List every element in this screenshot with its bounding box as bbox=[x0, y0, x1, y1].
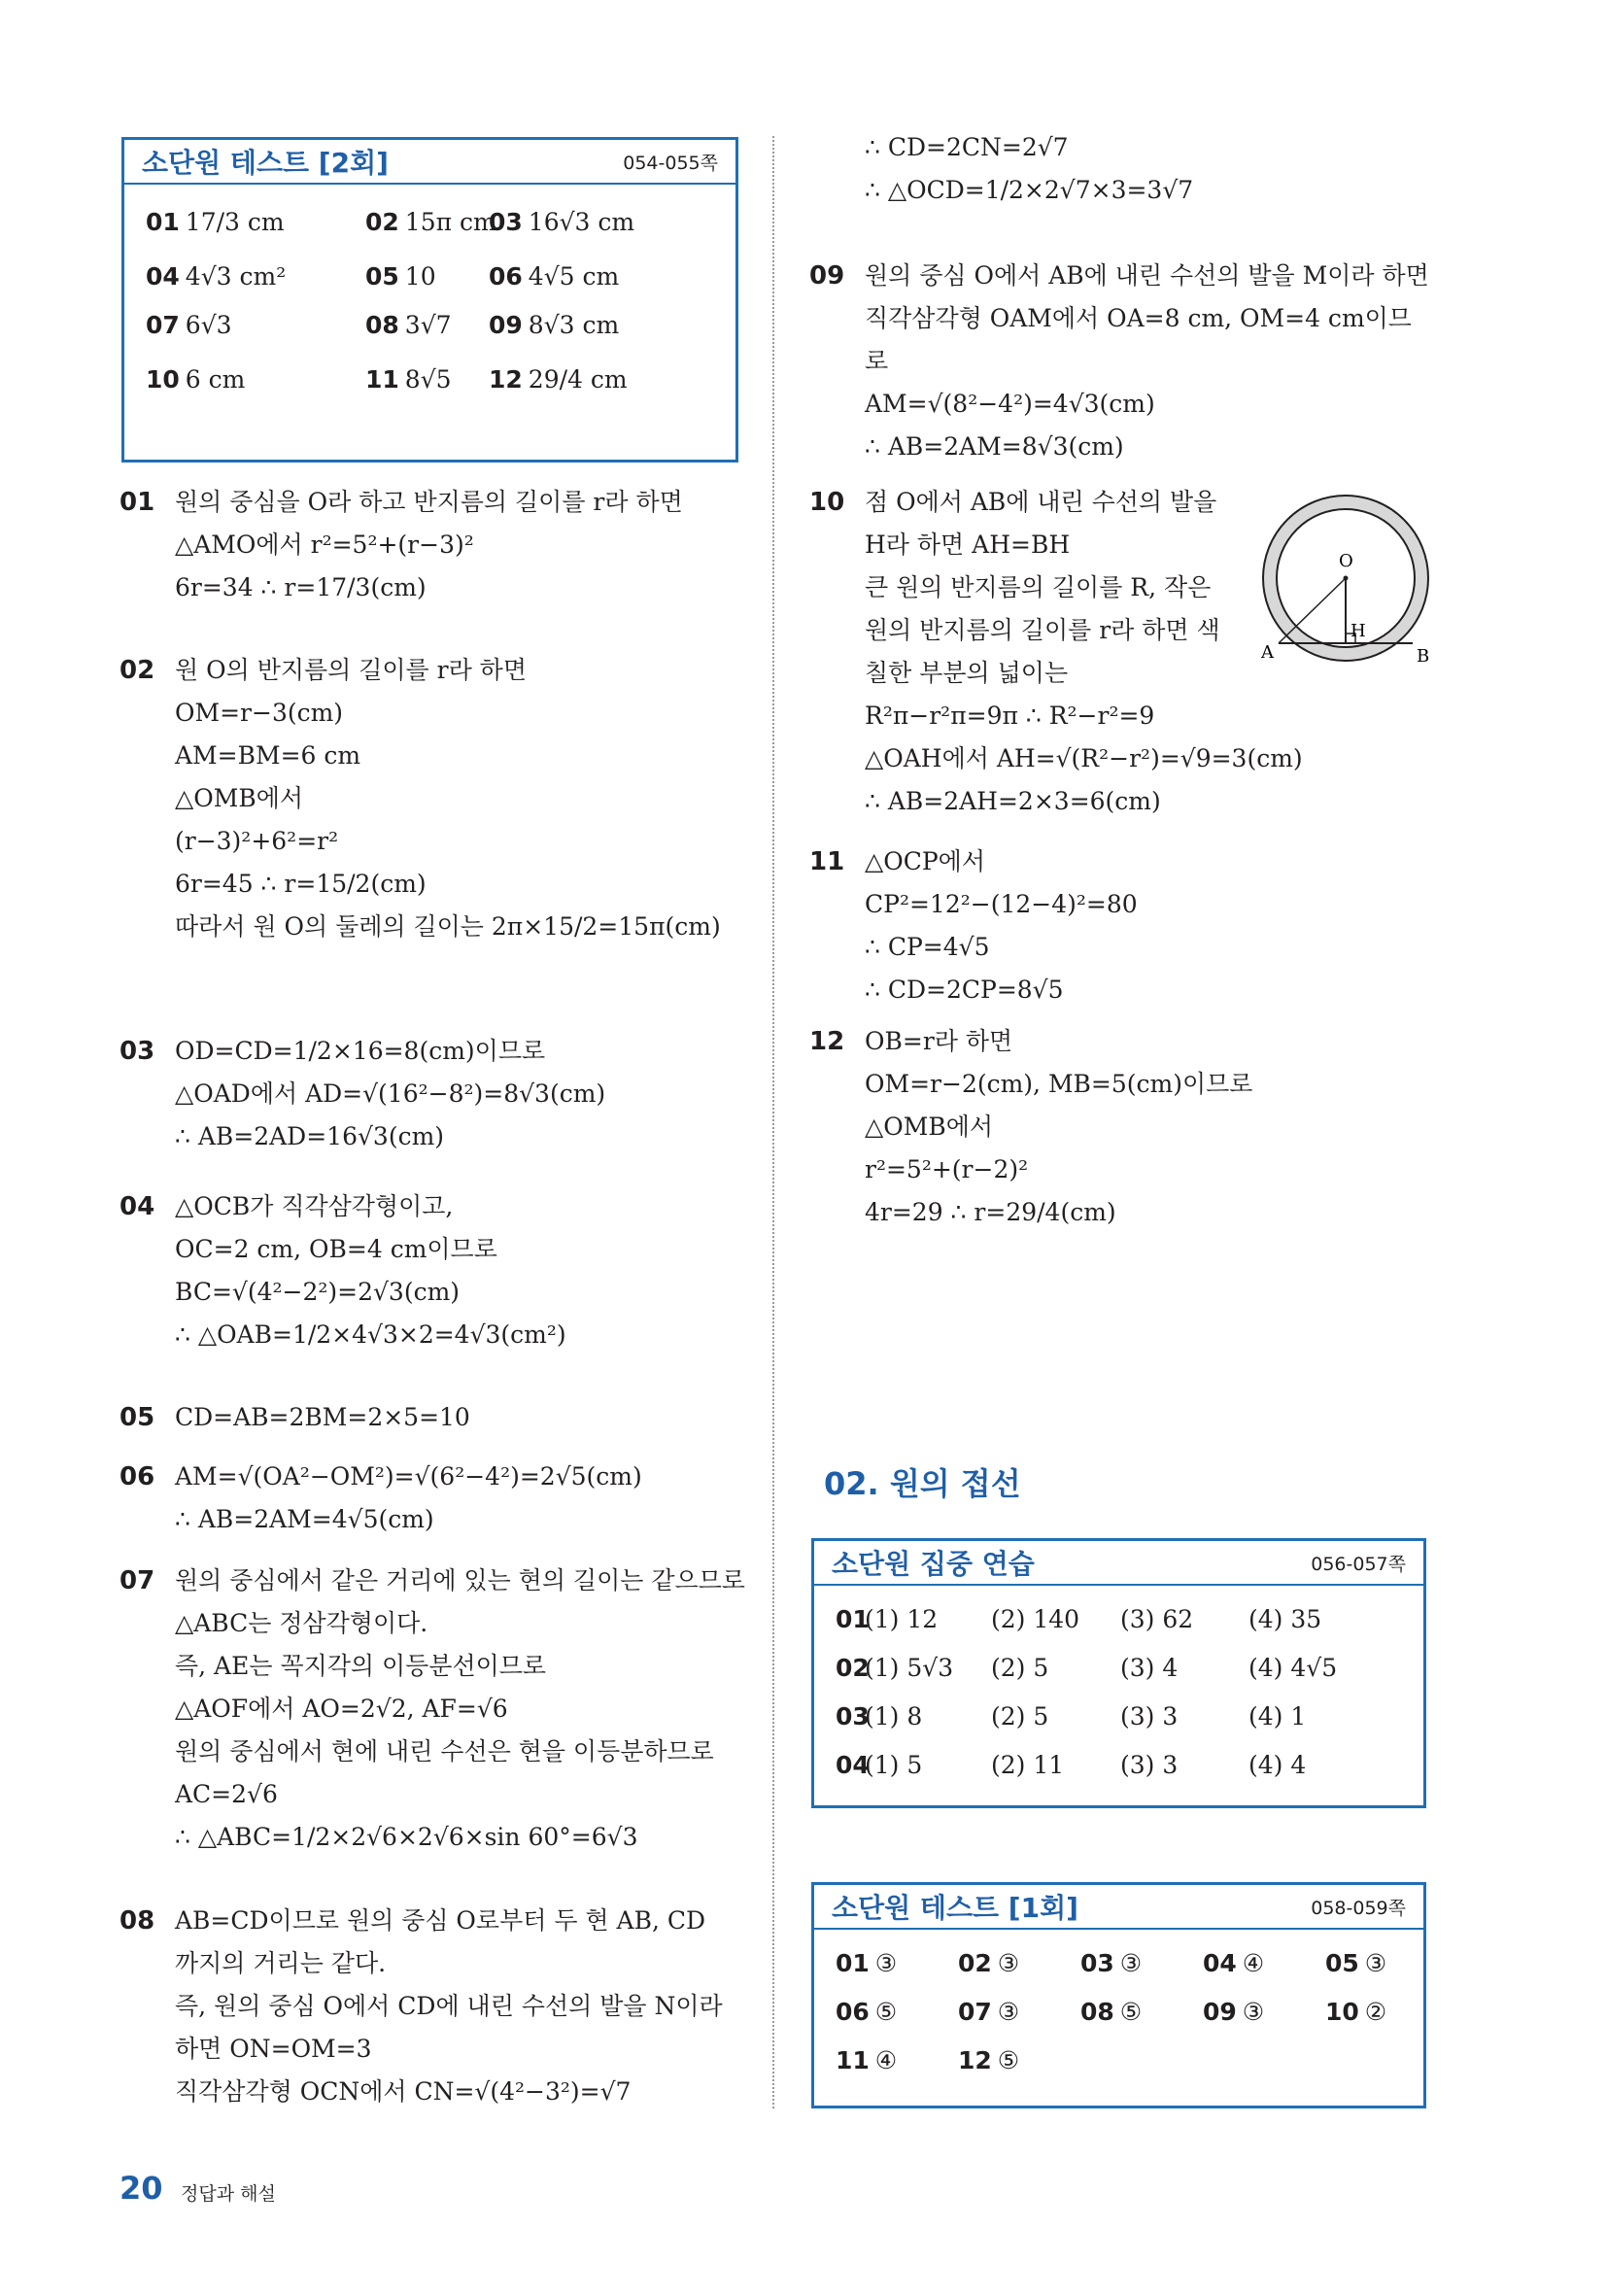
answer-value: 6 cm bbox=[185, 365, 246, 394]
solution-line: ∴ CD=2CN=2√7 bbox=[865, 133, 1069, 161]
answer-value: 8√5 bbox=[404, 365, 452, 394]
solution-line: △AMO에서 r²=5²+(r−3)² bbox=[175, 531, 474, 559]
answer-number: 08 bbox=[1080, 1998, 1114, 2026]
answer-number: 10 bbox=[146, 365, 180, 394]
answer-number: 03 bbox=[489, 208, 523, 236]
solution-line: 까지의 거리는 같다. bbox=[175, 1949, 387, 1977]
answer-item bbox=[489, 208, 634, 236]
solution-line: CD=AB=2BM=2×5=10 bbox=[175, 1403, 470, 1431]
answer-box-practice bbox=[811, 1538, 1426, 1808]
solution-line: △OCB가 직각삼각형이고, bbox=[175, 1192, 454, 1220]
solution-line: 점 O에서 AB에 내린 수선의 발을 bbox=[865, 488, 1217, 516]
answer-number: 05 bbox=[365, 262, 399, 291]
answer-item bbox=[1080, 1998, 1142, 2026]
answer-number: 05 bbox=[1325, 1949, 1359, 1977]
solution-number: 09 bbox=[809, 261, 845, 291]
solution-body bbox=[865, 481, 1303, 823]
answer-number: 11 bbox=[836, 2046, 870, 2074]
answer-number: 03 bbox=[1080, 1949, 1114, 1977]
solution-line: ∴ CP=4√5 bbox=[865, 933, 990, 961]
solution-line: BC=√(4²−2²)=2√3(cm) bbox=[175, 1278, 461, 1306]
answer-number: 10 bbox=[1325, 1998, 1359, 2026]
page-number: 20 bbox=[120, 2170, 163, 2207]
answer-number: 07 bbox=[146, 311, 180, 339]
solution-line: 4r=29 ∴ r=29/4(cm) bbox=[865, 1198, 1116, 1226]
solution-line: △OMB에서 bbox=[865, 1113, 993, 1141]
solution-line: AM=BM=6 cm bbox=[175, 741, 361, 770]
solution-line: ∴ △OCD=1/2×2√7×3=3√7 bbox=[865, 176, 1194, 204]
answer-item bbox=[958, 2046, 1019, 2074]
answer-value: 29/4 cm bbox=[528, 365, 628, 394]
solution-number: 07 bbox=[120, 1566, 155, 1595]
solution-body bbox=[175, 1030, 605, 1158]
answer-number: 01 bbox=[836, 1949, 870, 1977]
solution-line: △OAH에서 AH=√(R²−r²)=√9=3(cm) bbox=[865, 744, 1303, 772]
answer-number: 09 bbox=[1203, 1998, 1237, 2026]
solution-body bbox=[865, 840, 1138, 1011]
answer-item: (1) 5√3 bbox=[865, 1654, 954, 1682]
figure-label-o: O bbox=[1339, 551, 1353, 571]
answer-value: ⑤ bbox=[997, 2046, 1020, 2074]
page-footer-label: 정답과 해설 bbox=[181, 2183, 276, 2205]
solution-line: OB=r라 하면 bbox=[865, 1027, 1013, 1055]
solution-line: r²=5²+(r−2)² bbox=[865, 1155, 1029, 1183]
answer-item: (4) 1 bbox=[1248, 1702, 1307, 1731]
answer-item bbox=[146, 365, 245, 394]
answer-number: 08 bbox=[365, 311, 399, 339]
solution-line: 큰 원의 반지름의 길이를 R, 작은 bbox=[865, 573, 1212, 601]
solution-line: ∴ △OAB=1/2×4√3×2=4√3(cm²) bbox=[175, 1320, 566, 1349]
answer-item: (1) 12 bbox=[865, 1605, 939, 1633]
answer-item bbox=[146, 262, 286, 291]
solution-line: 원의 중심에서 같은 거리에 있는 현의 길이는 같으므로 bbox=[175, 1566, 745, 1594]
answer-value: 8√3 cm bbox=[528, 311, 620, 339]
solution-line: ∴ AB=2AM=4√5(cm) bbox=[175, 1505, 434, 1533]
solution-line: 6r=45 ∴ r=15/2(cm) bbox=[175, 870, 427, 898]
solution-line: △AOF에서 AO=2√2, AF=√6 bbox=[175, 1695, 508, 1723]
answer-item: (2) 140 bbox=[991, 1605, 1080, 1633]
solution-line: OC=2 cm, OB=4 cm이므로 bbox=[175, 1235, 497, 1263]
solution-line: OM=r−3(cm) bbox=[175, 699, 344, 727]
answer-item bbox=[1325, 1998, 1386, 2026]
answer-item bbox=[836, 2046, 897, 2074]
answer-item bbox=[365, 311, 452, 339]
answer-item bbox=[489, 311, 619, 339]
solution-body bbox=[175, 649, 721, 948]
solution-line: CP²=12²−(12−4)²=80 bbox=[865, 890, 1138, 918]
solution-line: (r−3)²+6²=r² bbox=[175, 827, 339, 855]
solution-line: 직각삼각형 OCN에서 CN=√(4²−3²)=√7 bbox=[175, 2077, 632, 2106]
solution-line: 즉, AE는 꼭지각의 이등분선이므로 bbox=[175, 1652, 547, 1680]
answer-item bbox=[836, 1949, 897, 1977]
solution-body bbox=[865, 255, 1429, 468]
solution-number: 12 bbox=[809, 1027, 845, 1056]
answer-number: 11 bbox=[365, 365, 399, 394]
answer-value: ③ bbox=[997, 1998, 1020, 2026]
answer-number: 06 bbox=[836, 1998, 870, 2026]
solution-line: 따라서 원 O의 둘레의 길이는 2π×15/2=15π(cm) bbox=[175, 912, 721, 941]
solution-line: AM=√(8²−4²)=4√3(cm) bbox=[865, 390, 1155, 418]
solution-line: 6r=34 ∴ r=17/3(cm) bbox=[175, 573, 427, 601]
solution-line: H라 하면 AH=BH bbox=[865, 531, 1071, 559]
answer-item bbox=[146, 311, 232, 339]
answer-value: ⑤ bbox=[1119, 1998, 1143, 2026]
solution-line: AB=CD이므로 원의 중심 O로부터 두 현 AB, CD bbox=[175, 1906, 706, 1935]
answer-value: 4√5 cm bbox=[528, 262, 620, 291]
answer-item: (2) 11 bbox=[991, 1751, 1065, 1779]
answer-number: 03 bbox=[836, 1702, 870, 1731]
solution-line: 원의 중심 O에서 AB에 내린 수선의 발을 M이라 하면 bbox=[865, 261, 1429, 290]
solution-body bbox=[175, 1396, 470, 1439]
answer-value: 16√3 cm bbox=[528, 208, 635, 236]
answer-value: ③ bbox=[1119, 1949, 1143, 1977]
solution-body bbox=[175, 1900, 723, 2113]
solution-body bbox=[865, 1020, 1252, 1234]
solution-line: ∴ CD=2CP=8√5 bbox=[865, 976, 1064, 1004]
figure-label-b: B bbox=[1417, 646, 1430, 667]
solution-line: AM=√(OA²−OM²)=√(6²−4²)=2√5(cm) bbox=[175, 1462, 642, 1491]
solution-line: OM=r−2(cm), MB=5(cm)이므로 bbox=[865, 1070, 1253, 1098]
answer-item bbox=[1325, 1949, 1386, 1977]
answer-value: 6√3 bbox=[185, 311, 232, 339]
answer-box-header bbox=[814, 1541, 1423, 1586]
answer-value: ③ bbox=[1364, 1949, 1387, 1977]
solution-line: 원의 중심에서 현에 내린 수선은 현을 이등분하므로 bbox=[175, 1737, 714, 1765]
answer-item bbox=[365, 262, 436, 291]
answer-item: (3) 4 bbox=[1120, 1654, 1179, 1682]
answer-item: (4) 4√5 bbox=[1248, 1654, 1338, 1682]
answer-item bbox=[958, 1998, 1019, 2026]
solution-number: 04 bbox=[120, 1192, 155, 1221]
solution-line: △OCP에서 bbox=[865, 847, 985, 875]
answer-box-header bbox=[124, 140, 735, 185]
answer-number: 02 bbox=[836, 1654, 870, 1682]
solution-line: 하면 ON=OM=3 bbox=[175, 2035, 372, 2063]
solution-line: AC=2√6 bbox=[175, 1780, 278, 1808]
answer-number: 09 bbox=[489, 311, 523, 339]
answer-item: (3) 62 bbox=[1120, 1605, 1194, 1633]
answer-number: 06 bbox=[489, 262, 523, 291]
section-title: 02. 원의 접선 bbox=[824, 1465, 1021, 1502]
solution-number: 02 bbox=[120, 656, 155, 685]
solution-line: 원 O의 반지름의 길이를 r라 하면 bbox=[175, 656, 527, 684]
answer-number: 01 bbox=[836, 1605, 870, 1633]
answer-value: ③ bbox=[874, 1949, 898, 1977]
solution-number: 03 bbox=[120, 1037, 155, 1066]
answer-box-pages: 058-059쪽 bbox=[1311, 1897, 1406, 1919]
answer-box-header bbox=[814, 1885, 1423, 1930]
solution-number: 05 bbox=[120, 1403, 155, 1432]
answer-value: 17/3 cm bbox=[185, 208, 285, 236]
solution-body bbox=[175, 1559, 745, 1859]
answer-item bbox=[365, 208, 496, 236]
solution-line: 로 bbox=[865, 347, 889, 375]
answer-box-title: 소단원 집중 연습 bbox=[832, 1548, 1035, 1580]
answer-value: 3√7 bbox=[404, 311, 452, 339]
answer-box-test-2 bbox=[121, 137, 738, 463]
answer-item: (1) 8 bbox=[865, 1702, 923, 1731]
answer-value: ⑤ bbox=[874, 1998, 898, 2026]
solution-body bbox=[175, 1456, 642, 1541]
figure-label-h: H bbox=[1351, 621, 1366, 641]
answer-item bbox=[489, 365, 628, 394]
answer-value: ② bbox=[1364, 1998, 1387, 2026]
answer-number: 02 bbox=[958, 1949, 992, 1977]
solution-line: △ABC는 정삼각형이다. bbox=[175, 1609, 428, 1637]
solution-number: 06 bbox=[120, 1462, 155, 1491]
solution-line: △OMB에서 bbox=[175, 784, 303, 812]
solution-number: 10 bbox=[809, 488, 845, 517]
solution-body bbox=[175, 1185, 566, 1356]
answer-item bbox=[1203, 1998, 1264, 2026]
answer-item bbox=[1203, 1949, 1264, 1977]
answer-item bbox=[489, 262, 619, 291]
answer-item bbox=[365, 365, 452, 394]
answer-number: 12 bbox=[958, 2046, 992, 2074]
solution-number: 01 bbox=[120, 488, 155, 517]
answer-box-test-1 bbox=[811, 1882, 1426, 2108]
figure-label-a: A bbox=[1261, 642, 1274, 663]
solution-line: 직각삼각형 OAM에서 OA=8 cm, OM=4 cm이므 bbox=[865, 304, 1412, 332]
answer-value: ④ bbox=[874, 2046, 898, 2074]
solution-number: 11 bbox=[809, 847, 845, 876]
answer-item: (1) 5 bbox=[865, 1751, 923, 1779]
solution-number: 08 bbox=[120, 1906, 155, 1936]
solution-line: 원의 중심을 O라 하고 반지름의 길이를 r라 하면 bbox=[175, 488, 683, 516]
solution-line: 즉, 원의 중심 O에서 CD에 내린 수선의 발을 N이라 bbox=[175, 1992, 723, 2020]
answer-item bbox=[1080, 1949, 1142, 1977]
answer-value: 15π cm bbox=[404, 208, 496, 236]
answer-number: 04 bbox=[836, 1751, 870, 1779]
solution-line: △OAD에서 AD=√(16²−8²)=8√3(cm) bbox=[175, 1079, 606, 1108]
answer-number: 04 bbox=[146, 262, 180, 291]
answer-number: 07 bbox=[958, 1998, 992, 2026]
solution-body bbox=[865, 126, 1193, 212]
solution-line: OD=CD=1/2×16=8(cm)이므로 bbox=[175, 1037, 546, 1065]
solution-body bbox=[175, 481, 683, 609]
answer-number: 01 bbox=[146, 208, 180, 236]
answer-value: ④ bbox=[1242, 1949, 1265, 1977]
answer-number: 02 bbox=[365, 208, 399, 236]
answer-box-pages: 056-057쪽 bbox=[1311, 1553, 1406, 1575]
answer-value: 10 bbox=[404, 262, 436, 291]
answer-box-pages: 054-055쪽 bbox=[623, 152, 718, 174]
answer-item: (4) 35 bbox=[1248, 1605, 1322, 1633]
solution-line: 칠한 부분의 넓이는 bbox=[865, 659, 1069, 687]
answer-item bbox=[958, 1949, 1019, 1977]
answer-item bbox=[146, 208, 285, 236]
answer-box-title: 소단원 테스트 [2회] bbox=[142, 147, 389, 179]
solution-line: ∴ △ABC=1/2×2√6×2√6×sin 60°=6√3 bbox=[175, 1823, 638, 1851]
answer-value: ③ bbox=[997, 1949, 1020, 1977]
solution-line: 원의 반지름의 길이를 r라 하면 색 bbox=[865, 616, 1220, 644]
answer-box-title: 소단원 테스트 [1회] bbox=[832, 1892, 1078, 1924]
answer-item: (3) 3 bbox=[1120, 1751, 1179, 1779]
solution-line: ∴ AB=2AH=2×3=6(cm) bbox=[865, 787, 1161, 815]
solution-line: ∴ AB=2AM=8√3(cm) bbox=[865, 432, 1124, 461]
solution-line: R²π−r²π=9π ∴ R²−r²=9 bbox=[865, 702, 1155, 730]
answer-item: (2) 5 bbox=[991, 1702, 1049, 1731]
answer-value: 4√3 cm² bbox=[185, 262, 287, 291]
solution-line: ∴ AB=2AD=16√3(cm) bbox=[175, 1122, 445, 1150]
answer-number: 12 bbox=[489, 365, 523, 394]
answer-item: (3) 3 bbox=[1120, 1702, 1179, 1731]
answer-value: ③ bbox=[1242, 1998, 1265, 2026]
answer-item: (4) 4 bbox=[1248, 1751, 1307, 1779]
column-divider bbox=[772, 136, 774, 2108]
answer-item bbox=[836, 1998, 897, 2026]
answer-number: 04 bbox=[1203, 1949, 1237, 1977]
answer-item: (2) 5 bbox=[991, 1654, 1049, 1682]
concentric-circles-figure bbox=[1253, 486, 1438, 680]
